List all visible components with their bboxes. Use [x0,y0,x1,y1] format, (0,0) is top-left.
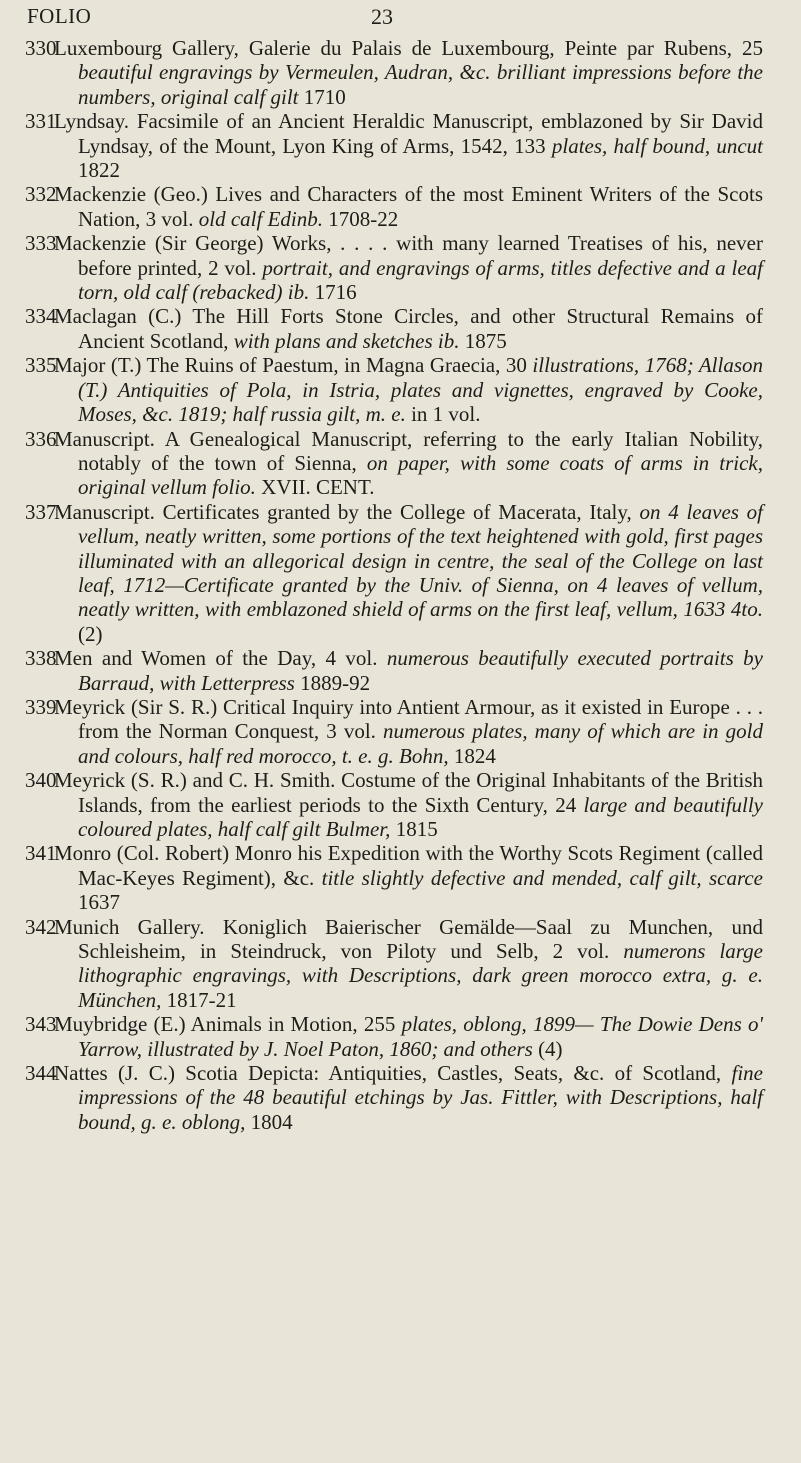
lot-title: Mackenzie (Geo.) Lives and Characters of the most Eminent Writers of the Scots Nation, 3 vol. [54,182,763,231]
lot-title: Meyrick (S. R.) and C. H. Smith. Costume of the Original Inhabitants of the British Islands, from the earliest periods to the Sixth Century, 24 [54,768,763,817]
lot-details: large and beautifully coloured plates, half calf gilt Bulmer, [78,792,763,841]
lot-list [0,36,801,1134]
lot-details: title slightly defective and mended, calf gilt, scarce [321,865,763,890]
lot-details: on paper, with some coats of arms in trick, original vellum folio. [78,450,763,500]
lot-description [54,915,763,1013]
lot-number: 331 [25,109,57,134]
lot-date: 1804 [250,1109,293,1134]
lot-details: numerous beautifully executed portraits by Barraud, with Letterpress [78,646,763,695]
lot-number: 343 [25,1012,57,1037]
lot-number: 344 [25,1061,57,1086]
lot-details: numerous plates, many of which are in gold and colours, half red morocco, t. e. g. Bohn, [78,719,763,768]
lot-date: 1889-92 [300,670,371,695]
lot-title: Manuscript. A Genealogical Manuscript, referring to the early Italian Nobility, notably of the town of Sienna, [54,426,763,475]
lot-date: 1637 [78,890,120,915]
lot-description [54,304,763,353]
lot-title: Monro (Col. Robert) Monro his Expedition with the Worthy Scots Regiment (called Mac-Keyes Regiment), &c. [54,841,763,890]
lot-description [54,841,763,914]
lot-details: with plans and sketches ib. [233,328,460,353]
lot-entry [0,1061,801,1134]
folio-label: FOLIO [27,4,92,28]
lot-description [54,109,763,182]
lot-entry [0,109,801,182]
lot-number: 330 [25,36,57,60]
lot-number: 339 [25,694,57,719]
lot-date: 1710 [303,84,346,109]
lot-date: 1708-22 [328,206,399,231]
lot-description [54,427,763,500]
lot-description [54,353,763,426]
lot-number: 342 [25,914,57,939]
lot-title: Manuscript. Certificates granted by the College of Macerata, Italy, [54,499,632,524]
lot-entry [0,427,801,500]
lot-entry [0,1012,801,1061]
lot-entry [0,353,801,426]
lot-title: Lyndsay. Facsimile of an Ancient Heraldic Manuscript, emblazoned by Sir David Lyndsay, of the Mount, Lyon King of Arms, 1542, 133 [54,109,763,158]
lot-title: Major (T.) The Ruins of Paestum, in Magna Graecia, 30 [54,353,527,378]
lot-entry [0,36,801,109]
lot-date: 1817-21 [166,987,237,1012]
lot-entry [0,915,801,1013]
lot-date: 1716 [314,280,357,305]
lot-title: Men and Women of the Day, 4 vol. [54,646,378,671]
lot-details: on 4 leaves of vellum, neatly written, some portions of the text heightened with gold, first pages illuminated with an allegorical design in centre, the seal of the College on last leaf, 1712—Certificate granted by the Univ. of Sienna, on 4 leaves of vellum, neatly written, with emblazoned shield of arms on the first leaf, vellum, 1633 4to. [78,499,764,622]
lot-number: 340 [25,768,57,793]
lot-date: XVII. CENT. [261,475,375,500]
lot-title: Mackenzie (Sir George) Works, . . . . with many learned Treatises of his, never before printed, 2 vol. [54,231,763,280]
lot-description [54,182,763,231]
lot-entry [0,500,801,646]
lot-number: 338 [25,646,57,671]
lot-date: 1815 [395,817,438,841]
lot-details: portrait, and engravings of arms, titles defective and a leaf torn, old calf (rebacked) ib. [78,255,763,305]
lot-description [54,1012,763,1061]
lot-entry [0,304,801,353]
lot-details: fine impressions of the 48 beautiful etchings by Jas. Fittler, with Descriptions, half bound, g. e. oblong, [78,1061,763,1134]
lot-title: Meyrick (Sir S. R.) Critical Inquiry into Antient Armour, as it existed in Europe . . . from the Norman Conquest, 3 vol. [54,694,763,744]
lot-number: 333 [25,231,57,256]
lot-number: 336 [25,426,57,451]
lot-entry [0,231,801,304]
lot-description [54,768,763,841]
lot-description [54,695,763,768]
lot-description [54,36,763,109]
lot-details: plates, half bound, uncut [551,133,764,158]
lot-description [54,231,763,304]
lot-details: illustrations, 1768; Allason (T.) Antiquities of Pola, in Istria, plates and vignettes, engraved by Cooke, Moses, &c. 1819; half russia gilt, m. e. [78,353,764,427]
lot-entry [0,841,801,914]
lot-entry [0,646,801,695]
lot-description [54,500,763,646]
lot-details: beautiful engravings by Vermeulen, Audran, &c. brilliant impressions before the numbers, original calf gilt [78,60,763,109]
lot-entry [0,768,801,841]
lot-number: 337 [25,499,57,524]
lot-date: in 1 vol. [411,402,481,427]
lot-details: numerons large lithographic engravings, with Descriptions, dark green morocco extra, g. e. München, [78,939,764,1012]
lot-number: 335 [25,353,57,378]
lot-title: Nattes (J. C.) Scotia Depicta: Antiquities, Castles, Seats, &c. of Scotland, [54,1061,722,1086]
lot-number: 334 [25,304,57,329]
lot-number: 332 [25,182,57,207]
lot-entry [0,182,801,231]
lot-date: (2) [78,621,103,646]
page-number: 23 [371,4,393,29]
lot-date: 1875 [464,328,507,353]
lot-description [54,646,763,695]
lot-date: 1824 [453,743,496,768]
lot-title: Muybridge (E.) Animals in Motion, 255 [54,1012,396,1037]
lot-date: 1822 [78,158,120,183]
lot-title: Munich Gallery. Koniglich Baierischer Gemälde—Saal zu Munchen, und Schleisheim, in Steindruck, von Piloty und Selb, 2 vol. [54,914,763,964]
lot-date: (4) [538,1036,563,1061]
lot-title: Maclagan (C.) The Hill Forts Stone Circles, and other Structural Remains of Ancient Scotland, [54,304,763,353]
lot-details: plates, oblong, 1899— The Dowie Dens o' Yarrow, illustrated by J. Noel Paton, 1860; and others [78,1012,763,1061]
lot-description [54,1061,763,1134]
lot-details: old calf Edinb. [198,206,323,231]
lot-title: Luxembourg Gallery, Galerie du Palais de Luxembourg, Peinte par Rubens, 25 [54,36,763,60]
lot-entry [0,695,801,768]
lot-number: 341 [25,841,57,866]
